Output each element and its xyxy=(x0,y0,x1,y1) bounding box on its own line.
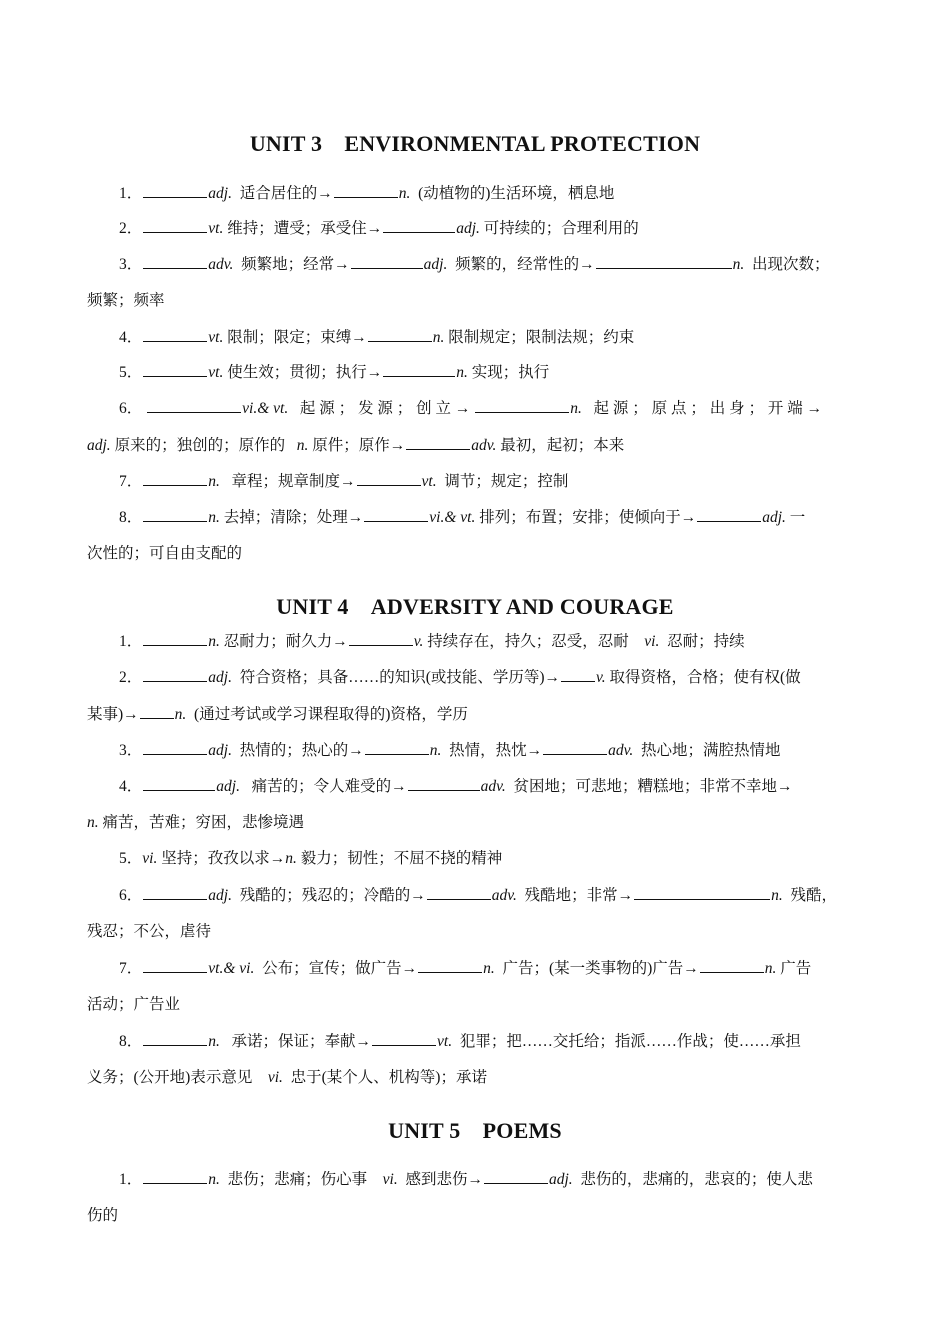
answer-blank[interactable] xyxy=(143,362,207,377)
answer-blank[interactable] xyxy=(561,667,595,682)
answer-blank[interactable] xyxy=(357,471,421,486)
answer-blank[interactable] xyxy=(427,885,491,900)
answer-blank[interactable] xyxy=(143,1031,207,1046)
answer-blank[interactable] xyxy=(418,958,482,973)
u4-item-8: 8． n. 承诺；保证；奉献→ vt. 犯罪；把……交托给；指派……作战；使……承担 xyxy=(119,1033,801,1050)
u4-item-6-cont: 残忍；不公，虐待 xyxy=(87,923,212,940)
answer-blank[interactable] xyxy=(334,183,398,198)
u4-item-4-cont: n. 痛苦，苦难；穷困，悲惨境遇 xyxy=(87,814,305,831)
u3-item-7: 7． n. 章程；规章制度→ vt. 调节；规定；控制 xyxy=(119,473,569,490)
u3-item-8-cont: 次性的；可自由支配的 xyxy=(87,545,243,562)
answer-blank[interactable] xyxy=(143,327,207,342)
answer-blank[interactable] xyxy=(408,776,480,791)
answer-blank[interactable] xyxy=(365,740,429,755)
answer-blank[interactable] xyxy=(475,398,569,413)
answer-blank[interactable] xyxy=(143,776,215,791)
answer-blank[interactable] xyxy=(372,1031,436,1046)
answer-blank[interactable] xyxy=(364,507,428,522)
u5-item-1: 1． n. 悲伤；悲痛；伤心事 vi. 感到悲伤→ adj. 悲伤的，悲痛的，悲哀的；使人悲 xyxy=(119,1171,813,1188)
u3-item-4: 4． vt. 限制；限定；束缚→ n. 限制规定；限制法规；约束 xyxy=(119,329,635,346)
u3-item-3: 3． adv. 频繁地；经常→ adj. 频繁的，经常性的→ n. 出现次数； xyxy=(119,256,830,273)
answer-blank[interactable] xyxy=(143,631,207,646)
answer-blank[interactable] xyxy=(383,362,455,377)
answer-blank[interactable] xyxy=(143,507,207,522)
u5-item-1-cont: 伤的 xyxy=(87,1207,119,1224)
answer-blank[interactable] xyxy=(368,327,432,342)
answer-blank[interactable] xyxy=(349,631,413,646)
answer-blank[interactable] xyxy=(697,507,761,522)
unit-3-title: UNIT 3 ENVIRONMENTAL PROTECTION xyxy=(249,131,701,156)
u3-item-8: 8． n. 去掉；清除；处理→ vi.& vt. 排列；布置；安排；使倾向于→ adj. 一 xyxy=(119,509,806,526)
answer-blank[interactable] xyxy=(143,740,207,755)
answer-blank[interactable] xyxy=(143,471,207,486)
u4-item-2: 2． adj. 符合资格；具备……的知识(或技能、学历等)→ v. 取得资格，合格；使有权(做 xyxy=(119,669,801,686)
u3-item-6: 6． vi.& vt. 起 源 ； 发 源 ； 创 立 → n. 起 源 ； 原 点 ； 出 身 ； 开 端 → xyxy=(119,400,823,417)
answer-blank[interactable] xyxy=(147,398,241,413)
unit-5-title: UNIT 5 POEMS xyxy=(388,1118,562,1143)
answer-blank[interactable] xyxy=(634,885,770,900)
answer-blank[interactable] xyxy=(143,254,207,269)
u4-item-2-cont: 某事)→ n. (通过考试或学习课程取得的)资格，学历 xyxy=(87,706,468,723)
u3-item-6-cont: adj. 原来的；独创的；原作的 n. 原件；原作→ adv. 最初，起初；本来 xyxy=(87,437,625,454)
u4-item-7: 7． vt.& vi. 公布；宣传；做广告→ n. 广告；(某一类事物的)广告→ n. 广告 xyxy=(119,960,812,977)
answer-blank[interactable] xyxy=(143,1169,207,1184)
answer-blank[interactable] xyxy=(543,740,607,755)
answer-blank[interactable] xyxy=(143,885,207,900)
u3-item-5: 5． vt. 使生效；贯彻；执行→ n. 实现；执行 xyxy=(119,364,550,381)
u4-item-4: 4． adj. 痛苦的；令人难受的→ adv. 贫困地；可悲地；糟糕地；非常不幸地→ xyxy=(119,778,793,795)
answer-blank[interactable] xyxy=(406,435,470,450)
answer-blank[interactable] xyxy=(140,704,174,719)
u4-item-3: 3． adj. 热情的；热心的→ n. 热情，热忱→ adv. 热心地；满腔热情地 xyxy=(119,742,781,759)
answer-blank[interactable] xyxy=(383,218,455,233)
u4-item-6: 6． adj. 残酷的；残忍的；冷酷的→ adv. 残酷地；非常→ n. 残酷， xyxy=(119,887,837,904)
answer-blank[interactable] xyxy=(143,958,207,973)
answer-blank[interactable] xyxy=(143,218,207,233)
u4-item-7-cont: 活动；广告业 xyxy=(87,996,181,1013)
u4-item-5: 5．vi. 坚持；孜孜以求→n. 毅力；韧性；不屈不挠的精神 xyxy=(119,850,503,867)
answer-blank[interactable] xyxy=(351,254,423,269)
u3-item-1: 1． adj. 适合居住的→ n. (动植物的)生活环境，栖息地 xyxy=(119,185,615,202)
answer-blank[interactable] xyxy=(596,254,732,269)
answer-blank[interactable] xyxy=(700,958,764,973)
answer-blank[interactable] xyxy=(143,667,207,682)
answer-blank[interactable] xyxy=(484,1169,548,1184)
u4-item-1: 1． n. 忍耐力；耐久力→ v. 持续存在，持久；忍受，忍耐 vi. 忍耐；持续 xyxy=(119,633,745,650)
answer-blank[interactable] xyxy=(143,183,207,198)
u3-item-3-cont: 频繁；频率 xyxy=(87,292,165,309)
u4-item-8-cont: 义务；(公开地)表示意见 vi. 忠于(某个人、机构等)；承诺 xyxy=(87,1069,487,1086)
u3-item-2: 2． vt. 维持；遭受；承受住→ adj. 可持续的；合理利用的 xyxy=(119,220,639,237)
unit-4-title: UNIT 4 ADVERSITY AND COURAGE xyxy=(276,594,674,619)
